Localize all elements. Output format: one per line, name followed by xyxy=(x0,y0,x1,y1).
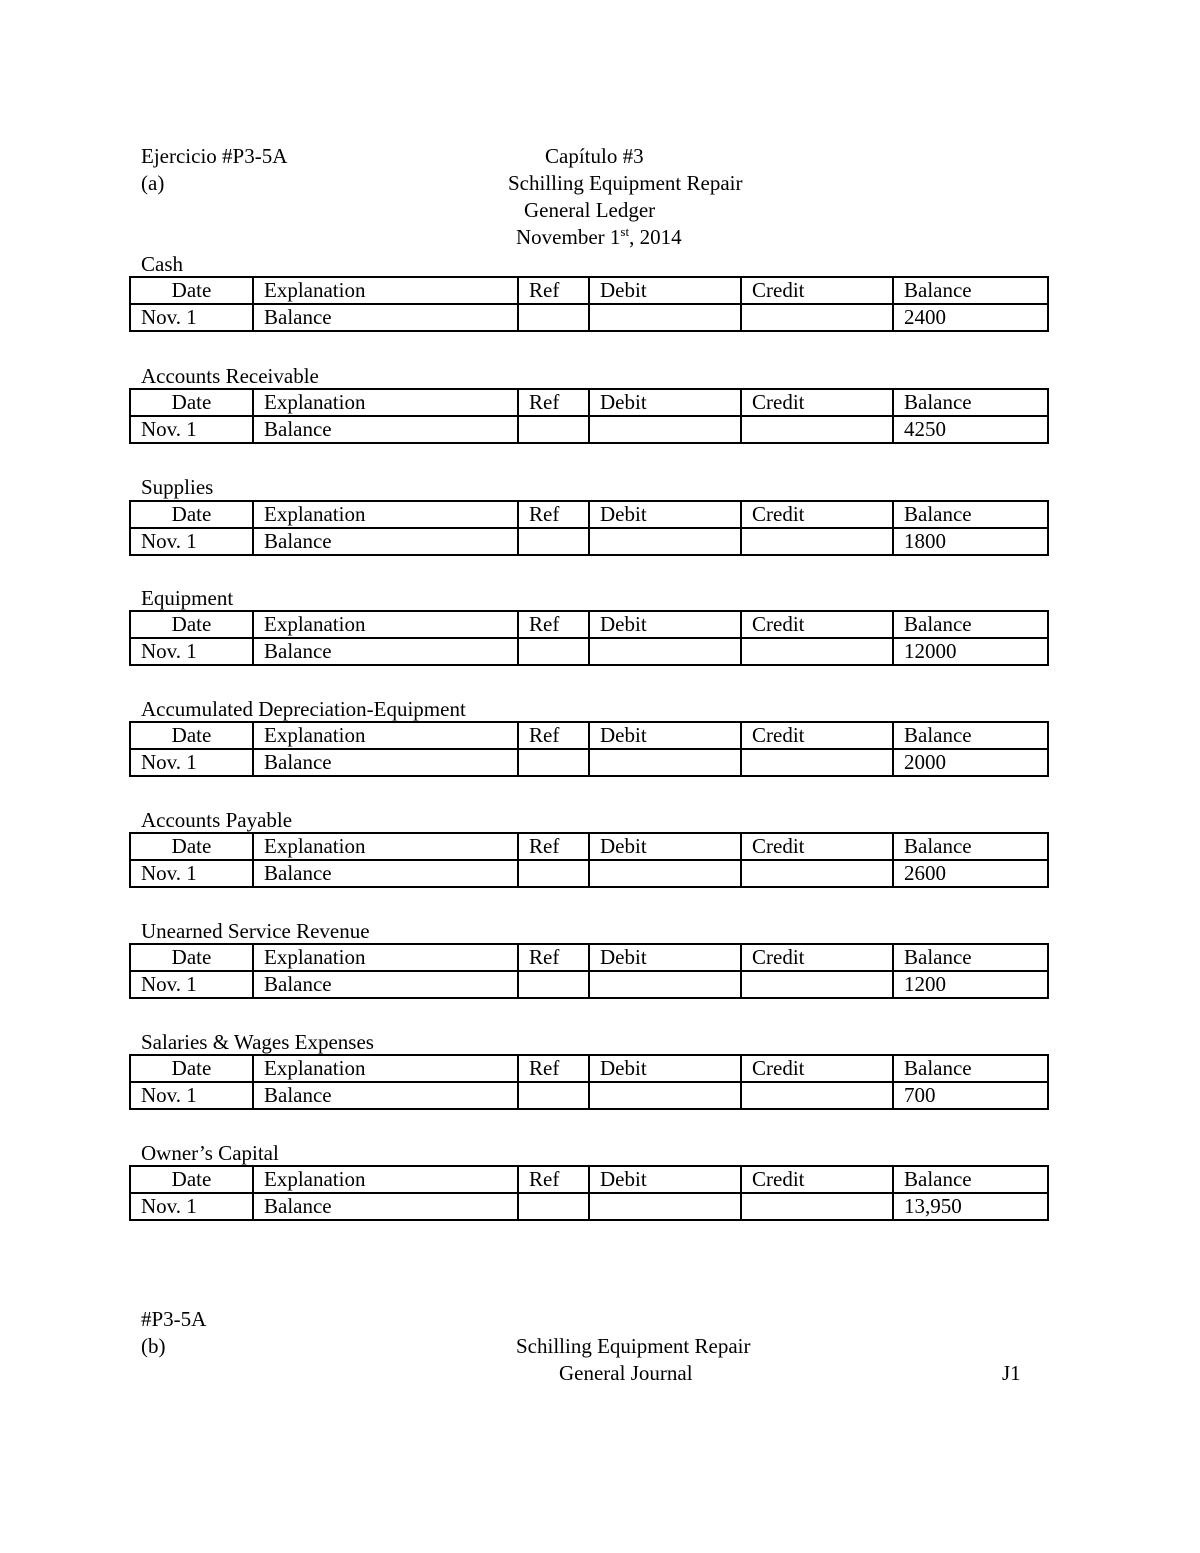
col-credit-header: Credit xyxy=(741,277,893,304)
footer-exercise-label: #P3-5A xyxy=(141,1307,207,1331)
ledger-table xyxy=(129,388,1049,444)
col-date-header: Date xyxy=(130,833,253,860)
col-debit-header: Debit xyxy=(589,722,741,749)
cell-debit xyxy=(589,638,741,665)
cell-credit xyxy=(741,304,893,331)
cell-credit xyxy=(741,416,893,443)
ledger-table xyxy=(129,276,1049,332)
col-explanation-header: Explanation xyxy=(253,611,518,638)
col-explanation-header: Explanation xyxy=(253,1166,518,1193)
col-credit-header: Credit xyxy=(741,1166,893,1193)
footer-report-title: General Journal xyxy=(559,1361,693,1385)
cell-ref xyxy=(518,638,589,665)
cell-credit xyxy=(741,971,893,998)
cell-debit xyxy=(589,971,741,998)
col-explanation-header: Explanation xyxy=(253,389,518,416)
col-balance-header: Balance xyxy=(893,833,1048,860)
col-balance-header: Balance xyxy=(893,277,1048,304)
col-explanation-header: Explanation xyxy=(253,833,518,860)
col-debit-header: Debit xyxy=(589,833,741,860)
report-date-year: , 2014 xyxy=(629,225,682,249)
report-date-main: November 1 xyxy=(516,225,621,249)
ledger-header-row xyxy=(130,277,1048,304)
cell-ref xyxy=(518,860,589,887)
cell-explanation: Balance xyxy=(253,528,518,555)
cell-ref xyxy=(518,528,589,555)
col-balance-header: Balance xyxy=(893,501,1048,528)
report-date-ordinal: st xyxy=(620,224,630,239)
account-title: Salaries & Wages Expenses xyxy=(141,1030,374,1054)
col-ref-header: Ref xyxy=(518,501,589,528)
col-debit-header: Debit xyxy=(589,277,741,304)
cell-explanation: Balance xyxy=(253,860,518,887)
cell-explanation: Balance xyxy=(253,749,518,776)
ledger-table xyxy=(129,500,1049,556)
account-title: Unearned Service Revenue xyxy=(141,919,370,943)
cell-ref xyxy=(518,749,589,776)
col-date-header: Date xyxy=(130,611,253,638)
cell-balance: 2400 xyxy=(893,304,1048,331)
col-ref-header: Ref xyxy=(518,1055,589,1082)
ledger-row xyxy=(130,304,1048,331)
cell-credit xyxy=(741,749,893,776)
col-ref-header: Ref xyxy=(518,611,589,638)
account-title: Cash xyxy=(141,252,183,276)
col-balance-header: Balance xyxy=(893,944,1048,971)
col-balance-header: Balance xyxy=(893,389,1048,416)
cell-ref xyxy=(518,416,589,443)
account-title: Equipment xyxy=(141,586,234,610)
ledger-table xyxy=(129,721,1049,777)
ledger-header-row xyxy=(130,1166,1048,1193)
col-debit-header: Debit xyxy=(589,1055,741,1082)
ledger-table xyxy=(129,943,1049,999)
cell-ref xyxy=(518,1193,589,1220)
ledger-table xyxy=(129,610,1049,666)
col-explanation-header: Explanation xyxy=(253,944,518,971)
cell-balance: 12000 xyxy=(893,638,1048,665)
cell-date: Nov. 1 xyxy=(130,528,253,555)
col-ref-header: Ref xyxy=(518,833,589,860)
chapter-label: Capítulo #3 xyxy=(545,144,644,168)
cell-ref xyxy=(518,1082,589,1109)
cell-date: Nov. 1 xyxy=(130,416,253,443)
col-ref-header: Ref xyxy=(518,1166,589,1193)
ledger-row xyxy=(130,1193,1048,1220)
ledger-row xyxy=(130,638,1048,665)
col-date-header: Date xyxy=(130,1166,253,1193)
col-ref-header: Ref xyxy=(518,389,589,416)
cell-credit xyxy=(741,1082,893,1109)
col-balance-header: Balance xyxy=(893,1055,1048,1082)
col-debit-header: Debit xyxy=(589,501,741,528)
col-credit-header: Credit xyxy=(741,722,893,749)
cell-balance: 4250 xyxy=(893,416,1048,443)
cell-explanation: Balance xyxy=(253,971,518,998)
cell-balance: 1200 xyxy=(893,971,1048,998)
col-date-header: Date xyxy=(130,722,253,749)
cell-balance: 13,950 xyxy=(893,1193,1048,1220)
col-explanation-header: Explanation xyxy=(253,1055,518,1082)
cell-credit xyxy=(741,528,893,555)
cell-explanation: Balance xyxy=(253,1193,518,1220)
cell-balance: 1800 xyxy=(893,528,1048,555)
ledger-row xyxy=(130,860,1048,887)
report-title: General Ledger xyxy=(524,198,656,222)
account-title: Accounts Payable xyxy=(141,808,293,832)
footer-part-label: (b) xyxy=(141,1334,166,1358)
col-date-header: Date xyxy=(130,501,253,528)
ledger-header-row xyxy=(130,1055,1048,1082)
cell-date: Nov. 1 xyxy=(130,749,253,776)
account-title: Accounts Receivable xyxy=(141,364,319,388)
ledger-header-row xyxy=(130,389,1048,416)
company-name: Schilling Equipment Repair xyxy=(508,171,743,195)
ledger-header-row xyxy=(130,611,1048,638)
col-credit-header: Credit xyxy=(741,611,893,638)
col-ref-header: Ref xyxy=(518,944,589,971)
cell-debit xyxy=(589,304,741,331)
ledger-table xyxy=(129,1054,1049,1110)
cell-date: Nov. 1 xyxy=(130,971,253,998)
col-debit-header: Debit xyxy=(589,944,741,971)
col-date-header: Date xyxy=(130,944,253,971)
cell-debit xyxy=(589,1193,741,1220)
cell-ref xyxy=(518,971,589,998)
col-debit-header: Debit xyxy=(589,1166,741,1193)
col-credit-header: Credit xyxy=(741,501,893,528)
cell-explanation: Balance xyxy=(253,638,518,665)
col-credit-header: Credit xyxy=(741,833,893,860)
part-label: (a) xyxy=(141,171,165,195)
ledger-table xyxy=(129,1165,1049,1221)
report-date xyxy=(516,224,682,249)
cell-balance: 2000 xyxy=(893,749,1048,776)
ledger-row xyxy=(130,1082,1048,1109)
col-debit-header: Debit xyxy=(589,389,741,416)
col-explanation-header: Explanation xyxy=(253,722,518,749)
account-title: Supplies xyxy=(141,475,214,499)
ledger-table xyxy=(129,832,1049,888)
col-balance-header: Balance xyxy=(893,1166,1048,1193)
col-explanation-header: Explanation xyxy=(253,277,518,304)
ledger-row xyxy=(130,416,1048,443)
cell-explanation: Balance xyxy=(253,416,518,443)
cell-balance: 2600 xyxy=(893,860,1048,887)
cell-debit xyxy=(589,416,741,443)
ledger-row xyxy=(130,528,1048,555)
col-explanation-header: Explanation xyxy=(253,501,518,528)
footer-company-name: Schilling Equipment Repair xyxy=(516,1334,751,1358)
cell-date: Nov. 1 xyxy=(130,638,253,665)
col-ref-header: Ref xyxy=(518,722,589,749)
col-ref-header: Ref xyxy=(518,277,589,304)
cell-date: Nov. 1 xyxy=(130,860,253,887)
ledger-header-row xyxy=(130,501,1048,528)
account-title: Accumulated Depreciation-Equipment xyxy=(141,697,466,721)
cell-date: Nov. 1 xyxy=(130,304,253,331)
col-debit-header: Debit xyxy=(589,611,741,638)
cell-debit xyxy=(589,860,741,887)
cell-credit xyxy=(741,860,893,887)
col-credit-header: Credit xyxy=(741,944,893,971)
col-date-header: Date xyxy=(130,277,253,304)
col-balance-header: Balance xyxy=(893,722,1048,749)
account-title: Owner’s Capital xyxy=(141,1141,279,1165)
cell-date: Nov. 1 xyxy=(130,1082,253,1109)
cell-ref xyxy=(518,304,589,331)
cell-debit xyxy=(589,528,741,555)
col-date-header: Date xyxy=(130,1055,253,1082)
cell-date: Nov. 1 xyxy=(130,1193,253,1220)
ledger-header-row xyxy=(130,833,1048,860)
cell-credit xyxy=(741,638,893,665)
cell-balance: 700 xyxy=(893,1082,1048,1109)
col-credit-header: Credit xyxy=(741,389,893,416)
cell-credit xyxy=(741,1193,893,1220)
cell-explanation: Balance xyxy=(253,1082,518,1109)
col-balance-header: Balance xyxy=(893,611,1048,638)
ledger-header-row xyxy=(130,722,1048,749)
cell-debit xyxy=(589,749,741,776)
col-date-header: Date xyxy=(130,389,253,416)
ledger-row xyxy=(130,749,1048,776)
ledger-header-row xyxy=(130,944,1048,971)
footer-page-ref: J1 xyxy=(1002,1361,1021,1385)
exercise-label: Ejercicio #P3-5A xyxy=(141,144,288,168)
cell-explanation: Balance xyxy=(253,304,518,331)
ledger-row xyxy=(130,971,1048,998)
col-credit-header: Credit xyxy=(741,1055,893,1082)
cell-debit xyxy=(589,1082,741,1109)
